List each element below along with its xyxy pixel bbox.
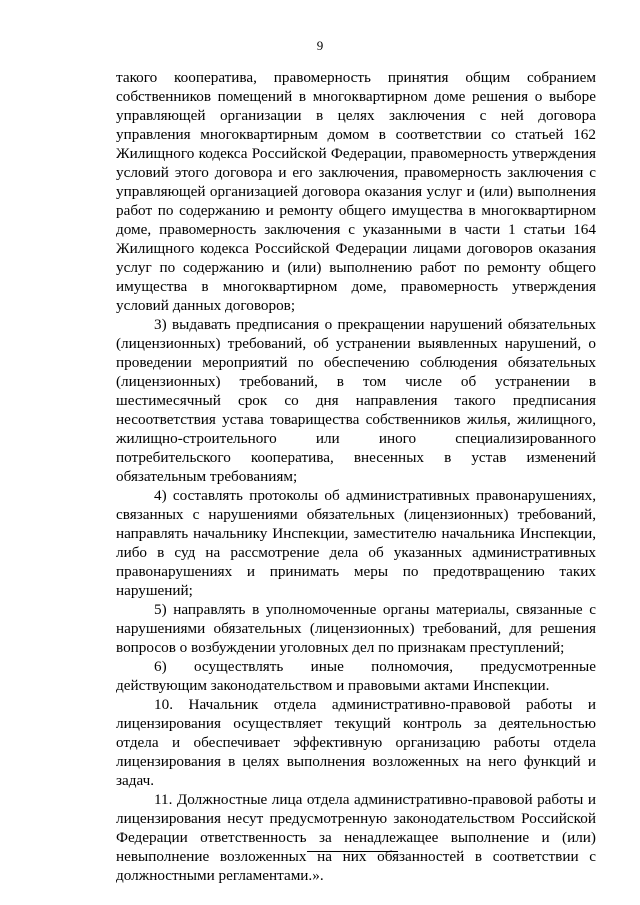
paragraph-item-6: 6) осуществлять иные полномочия, предусмотренные действующим законодательством и правовыми актами Инспекции. <box>116 658 596 694</box>
paragraph-section-11: 11. Должностные лица отдела административно-правовой работы и лицензирования несут предусмотренную законодательством Российской Федерации ответственность за ненадлежащее выполнение и (или) невыполнение возложенных на них обязанностей в соответствии с должностными регламентами.». <box>116 791 596 884</box>
paragraph-item-3: 3) выдавать предписания о прекращении нарушений обязательных (лицензионных) требований, об устранении выявленных нарушений, о проведении мероприятий по обеспечению соблюдения обязательных (лицензионных) требований, в том числе об устранении в шестимесячный срок со дня направления такого предписания несоответствия устава товарищества собственников жилья, жилищного, жилищно-строительного или иного специализированного потребительского кооператива, внесенных в устав изменений обязательным требованиям; <box>116 316 596 485</box>
paragraph-item-4: 4) составлять протоколы об административных правонарушениях, связанных с нарушениями обязательных (лицензионных) требований, направлять начальнику Инспекции, заместителю начальника Инспекции, либо в суд на рассмотрение дела об указанных административных правонарушениях и принимать меры по предотвращению таких нарушений; <box>116 487 596 599</box>
paragraph-section-10: 10. Начальник отдела административно-правовой работы и лицензирования осуществляет текущий контроль за деятельностью отдела и обеспечивает эффективную организацию работы отдела лицензирования в целях выполнения возложенных на него функций и задач. <box>116 696 596 789</box>
document-body <box>116 68 596 885</box>
paragraph-item-5: 5) направлять в уполномоченные органы материалы, связанные с нарушениями обязательных (лицензионных) требований, для решения вопросов о возбуждении уголовных дел по признакам преступлений; <box>116 601 596 656</box>
paragraph-continuation: такого кооператива, правомерность принятия общим собранием собственников помещений в многоквартирном доме решения о выборе управляющей организации в целях заключения с ней договора управления многоквартирным домом в соответствии со статьей 162 Жилищного кодекса Российской Федерации, правомерность утверждения условий этого договора и его заключения, правомерность заключения с управляющей организацией договора оказания услуг и (или) выполнения работ по содержанию и ремонту общего имущества в многоквартирном доме, правомерность заключения с указанными в части 1 статьи 164 Жилищного кодекса Российской Федерации лицами договоров оказания услуг по содержанию и (или) выполнению работ по ремонту общего имущества в многоквартирном доме, правомерность утверждения условий данных договоров; <box>116 69 596 314</box>
page-number: 9 <box>316 38 324 53</box>
separator-line <box>307 851 398 852</box>
